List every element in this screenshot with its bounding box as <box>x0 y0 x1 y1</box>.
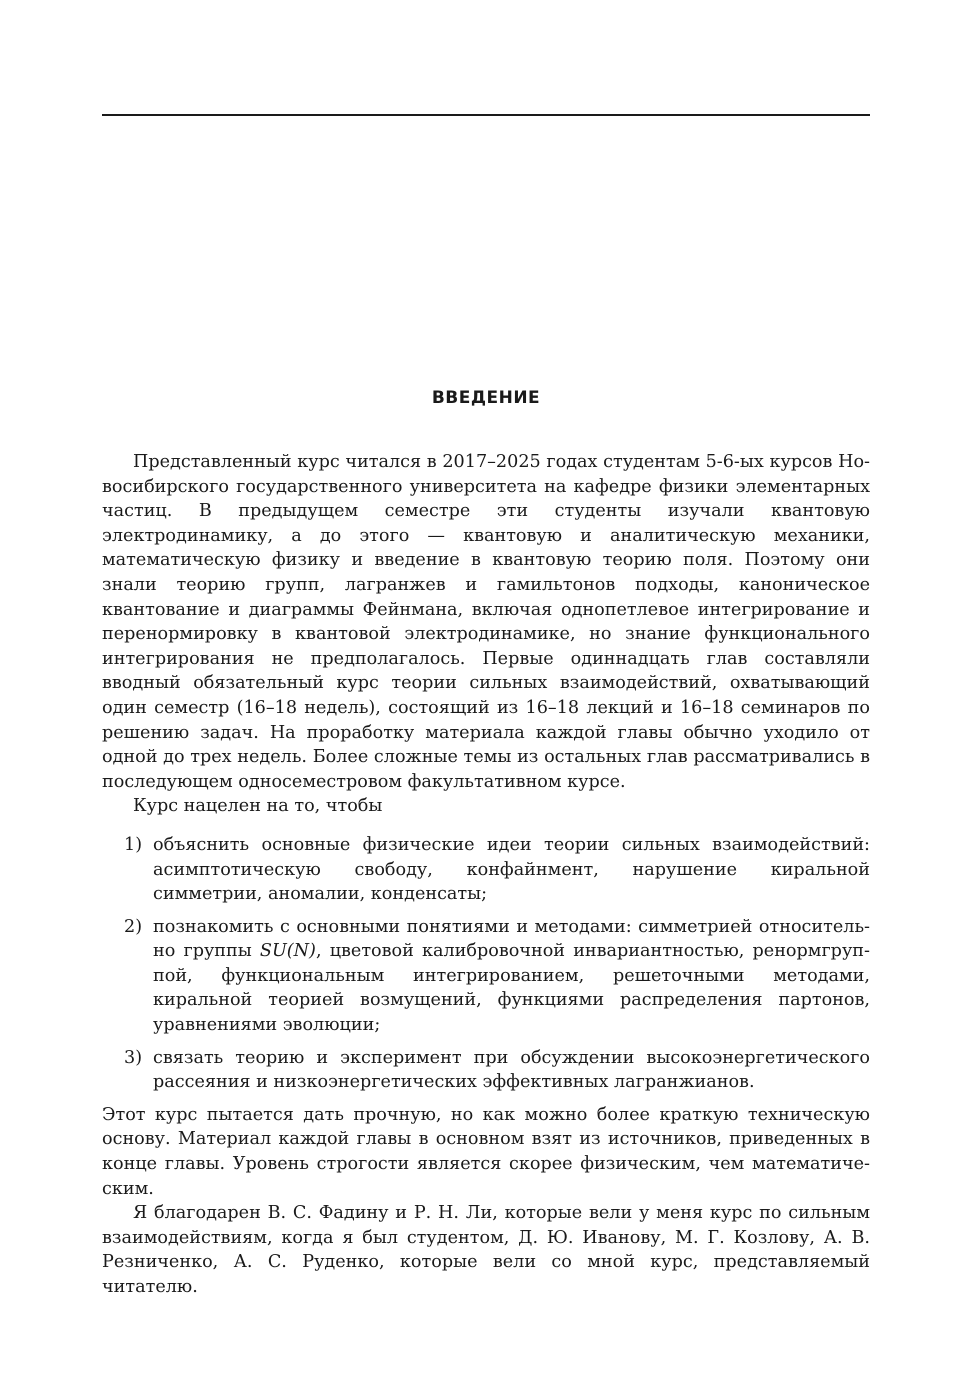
goals-lead-paragraph: Курс нацелен на то, чтобы <box>133 796 383 817</box>
list-item-number: 2) <box>124 916 143 937</box>
list-item-text-after: , цветовой калибровочной инвариантностью, ренормгруппой, функциональным интегрированием, решеточными методами, киральной теорией возмущений, функциями распределения партонов, уравнениями эволюции; <box>153 941 870 1036</box>
list-item-number: 3) <box>124 1047 143 1068</box>
list-item <box>124 833 870 907</box>
header-rule <box>102 114 870 116</box>
list-item-text: объяснить основные физические идеи теории сильных взаимодействий: асимптотическую свободу, конфайнмент, нарушение киральной симметрии, аномалии, конденсаты; <box>153 834 870 905</box>
foundation-paragraph: Этот курс пытается дать прочную, но как можно более краткую техническую основу. Материал каждой главы в основном взят из источников, приведенных в конце главы. Уровень строгости является скорее физическим, чем математическим. <box>102 1104 870 1199</box>
section-heading: ВВЕДЕНИЕ <box>431 388 541 408</box>
list-item-number: 1) <box>124 834 143 855</box>
acknowledgements-paragraph: Я благодарен В. С. Фадину и Р. Н. Ли, которые вели у меня курс по сильным взаимодействиям, когда я был студентом, Д. Ю. Иванову, М. Г. Козлову, А. В. Резниченко, А. С. Руденко, которые вели со мной курс, представляемый читателю. <box>102 1203 870 1297</box>
goals-list <box>102 833 870 1095</box>
list-item <box>124 1046 870 1095</box>
math-su-n: SU(N) <box>259 941 316 962</box>
list-item-text-before: познакомить с основными понятиями и методами: симметрией относительно группы <box>153 916 870 962</box>
list-item <box>124 915 870 1038</box>
list-item-text: связать теорию и эксперимент при обсуждении высокоэнергетического рассеяния и низкоэнергетических эффективных лагранжианов. <box>153 1047 870 1093</box>
body-text <box>102 450 870 1300</box>
intro-paragraph: Представленный курс читался в 2017–2025 годах студентам 5-6-ых курсов Новосибирского государственного университета на кафедре физики элементарных частиц. В предыдущем семестре эти студенты изучали квантовую электродинамику, а до этого — квантовую и аналитическую механики, математическую физику и введение в квантовую теорию поля. Поэтому они знали теорию групп, лагранжев и гамильтонов подходы, каноническое квантование и диаграммы Фейнмана, включая однопетлевое интегрирование и перенормировку в квантовой электродинамике, но знание функционального интегрирования не предполагалось. Первые одиннадцать глав составляли вводный обязательный курс теории сильных взаимодействий, охватывающий один семестр (16–18 недель), состоящий из 16–18 лекций и 16–18 семинаров по решению задач. На проработку материала каждой главы обычно уходило от одной до трех недель. Более сложные темы из остальных глав рассматривались в последующем односеместровом факультативном курсе. <box>102 452 870 792</box>
